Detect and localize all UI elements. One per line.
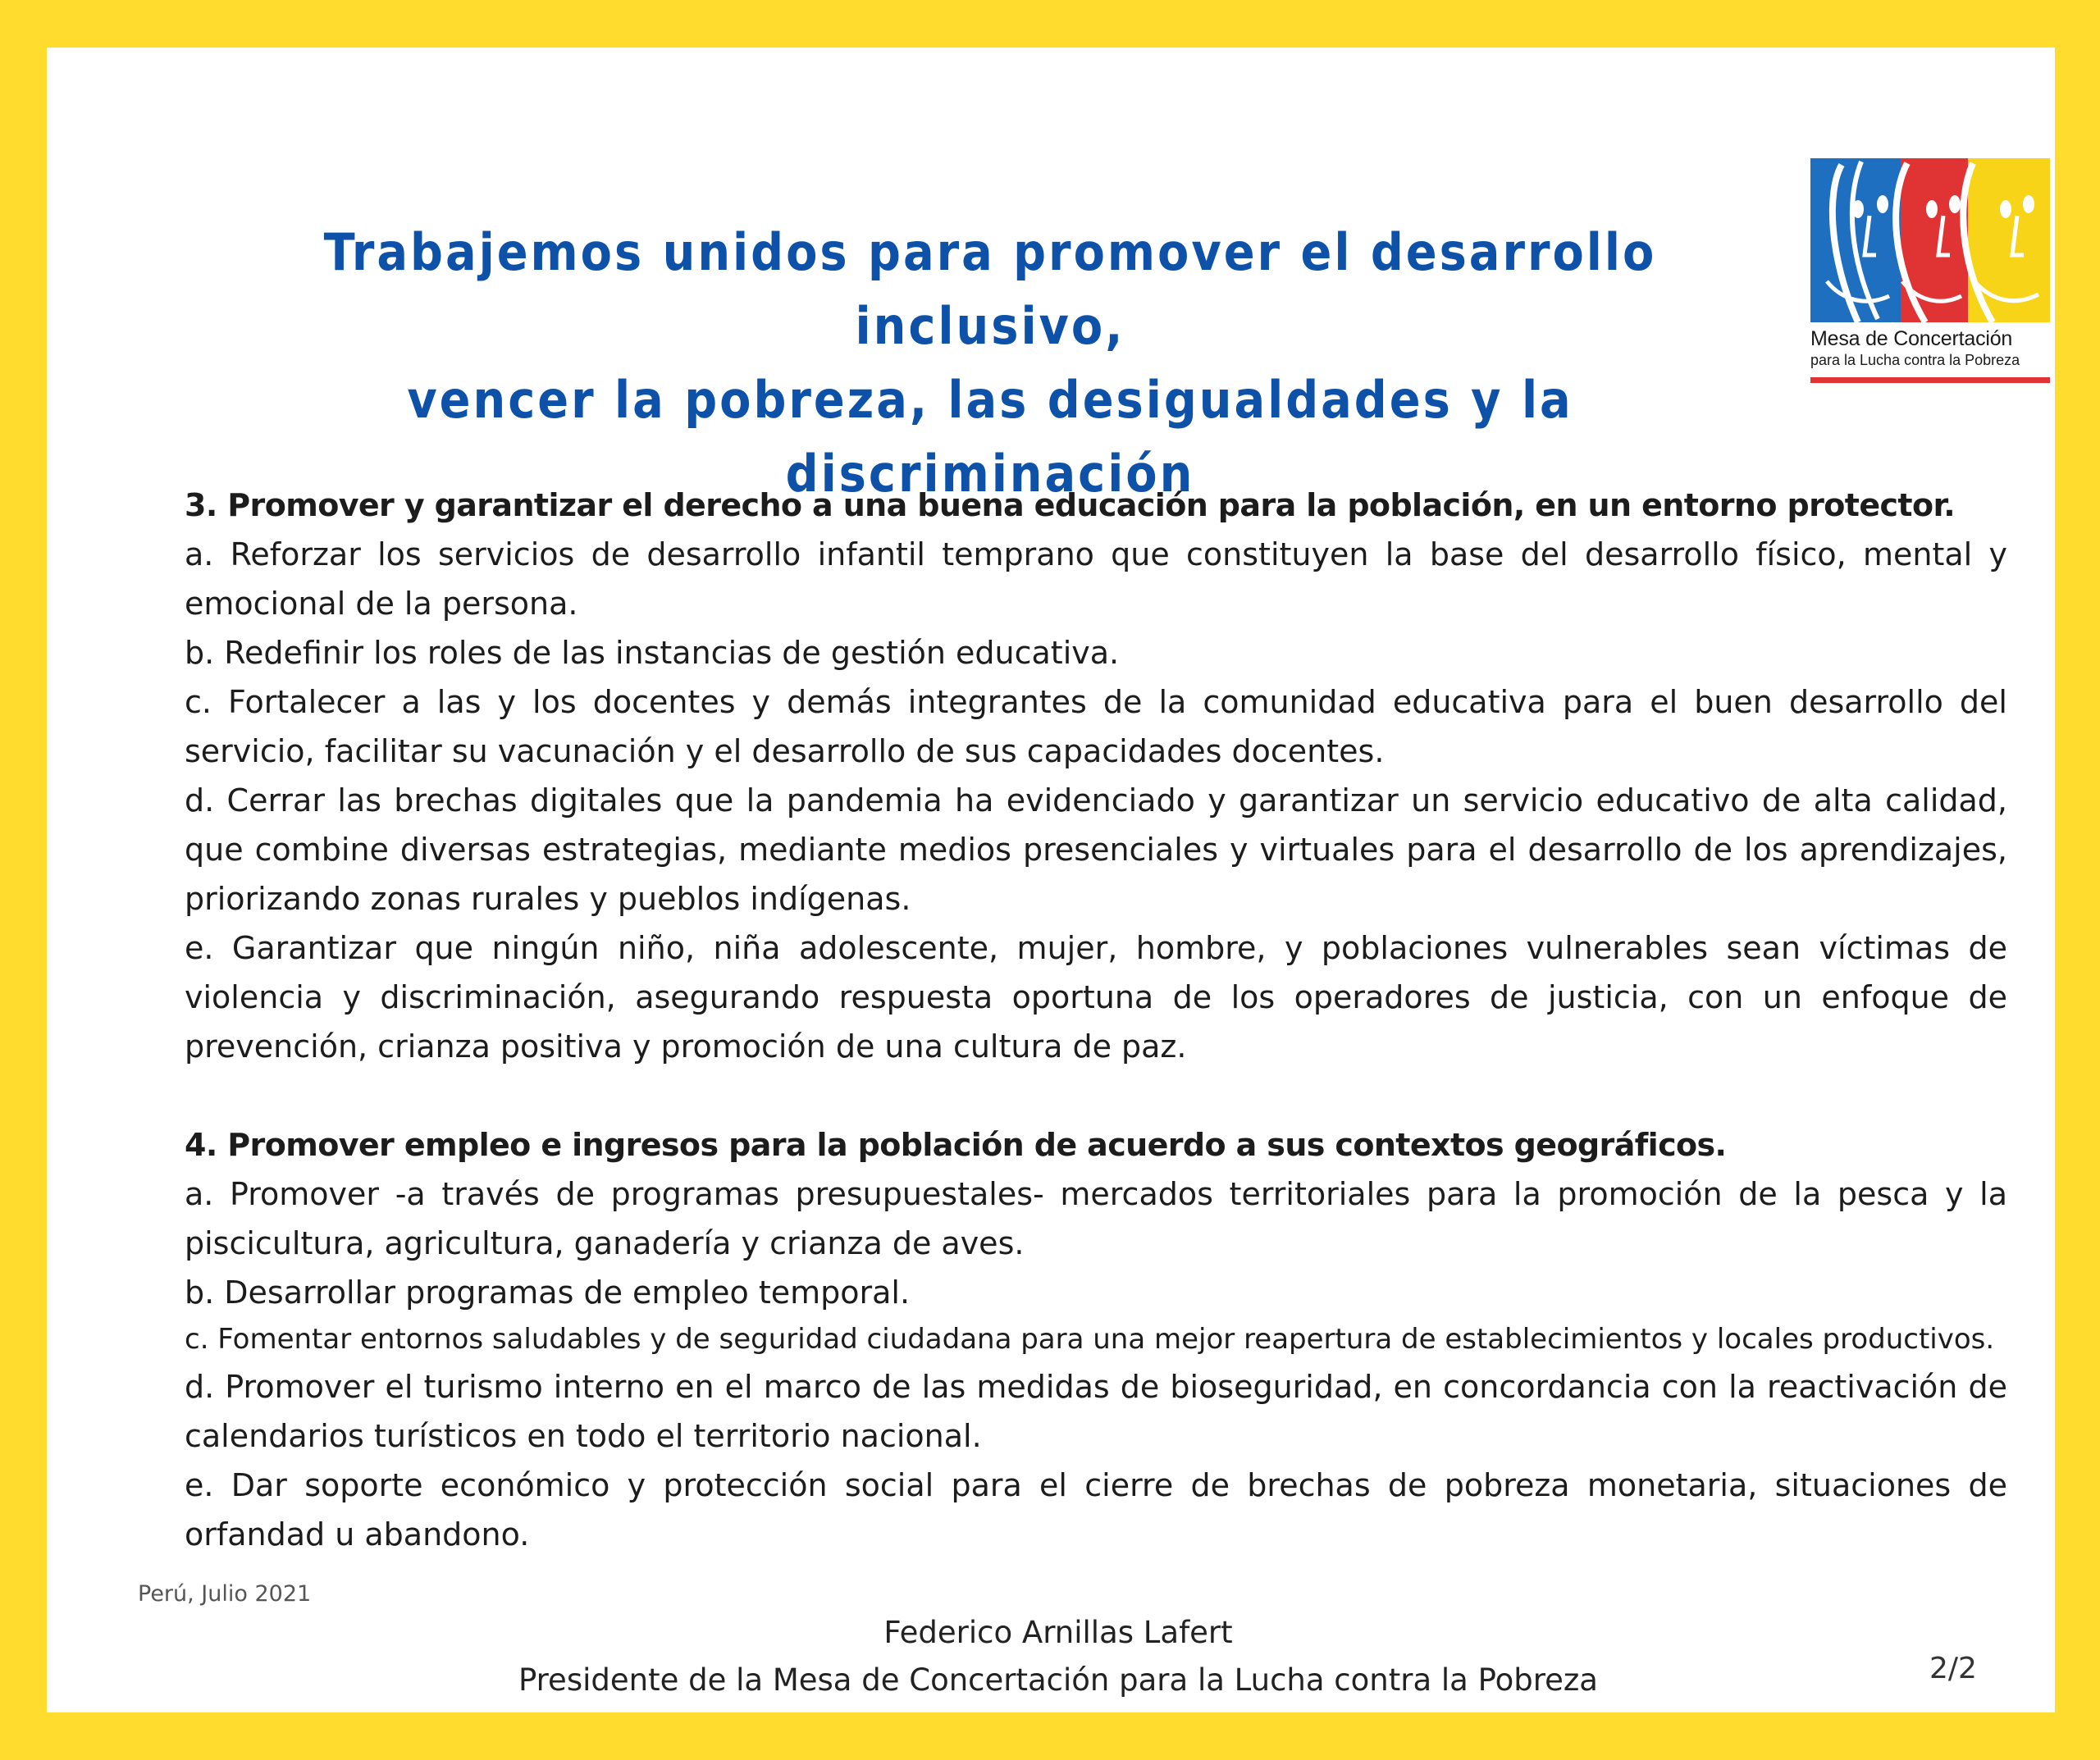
organization-logo (1810, 158, 2050, 383)
faces-logo-icon (1810, 158, 2050, 322)
signature-block (246, 1609, 1870, 1704)
section-3-item-d: d. Cerrar las brechas digitales que la pandemia ha evidenciado y garantizar un servicio educativo de alta calidad, que combine diversas estrategias, mediante medios presenciales y virtuales para el desarrollo de los aprendizajes, priorizando zonas rurales y pueblos indígenas. (185, 782, 2007, 917)
section-4-heading: 4. Promover empleo e ingresos para la población de acuerdo a sus contextos geográficos. (185, 1127, 1727, 1163)
page-title (203, 216, 1778, 511)
logo-underline (1810, 377, 2050, 383)
section-spacer (185, 1071, 2007, 1120)
signatory-title: Presidente de la Mesa de Concertación para la Lucha contra la Pobreza (518, 1662, 1598, 1698)
title-line-2: vencer la pobreza, las desigualdades y la discriminación (407, 370, 1573, 504)
logo-organization-name: Mesa de Concertación (1810, 327, 2013, 350)
section-4-item-a: a. Promover -a través de programas presupuestales- mercados territoriales para la promoción de la pesca y la piscicultura, agricultura, ganadería y crianza de aves. (185, 1176, 2007, 1261)
section-3-item-c: c. Fortalecer a las y los docentes y demás integrantes de la comunidad educativa para el buen desarrollo del servicio, facilitar su vacunación y el desarrollo de sus capacidades docentes. (185, 684, 2007, 769)
logo-organization-subtitle: para la Lucha contra la Pobreza (1810, 352, 2020, 368)
page-number: 2/2 (1929, 1652, 1977, 1685)
title-line-1: Trabajemos unidos para promover el desarrollo inclusivo, (323, 222, 1657, 356)
section-3-item-a: a. Reforzar los servicios de desarrollo infantil temprano que constituyen la base del desarrollo físico, mental y emocional de la persona. (185, 536, 2007, 622)
document-body (185, 481, 2007, 1559)
section-3-item-b: b. Redefinir los roles de las instancias de gestión educativa. (185, 635, 1120, 671)
signatory-name: Federico Arnillas Lafert (883, 1615, 1233, 1650)
place-date: Perú, Julio 2021 (138, 1581, 312, 1607)
section-4-item-e: e. Dar soporte económico y protección social para el cierre de brechas de pobreza monetaria, situaciones de orfandad u abandono. (185, 1467, 2007, 1553)
section-4-item-d: d. Promover el turismo interno en el marco de las medidas de bioseguridad, en concordancia con la reactivación de calendarios turísticos en todo el territorio nacional. (185, 1369, 2007, 1454)
document-card (47, 48, 2055, 1712)
section-4-item-b: b. Desarrollar programas de empleo temporal. (185, 1274, 911, 1311)
section-3-heading: 3. Promover y garantizar el derecho a una buena educación para la población, en un entorno protector. (185, 487, 1956, 523)
section-3-item-e: e. Garantizar que ningún niño, niña adolescente, mujer, hombre, y poblaciones vulnerables sean víctimas de violencia y discriminación, asegurando respuesta oportuna de los operadores de justicia, con un enfoque de prevención, crianza positiva y promoción de una cultura de paz. (185, 930, 2007, 1065)
section-4-item-c: c. Fomentar entornos saludables y de seguridad ciudadana para una mejor reapertura de establecimientos y locales productivos. (185, 1323, 1995, 1356)
